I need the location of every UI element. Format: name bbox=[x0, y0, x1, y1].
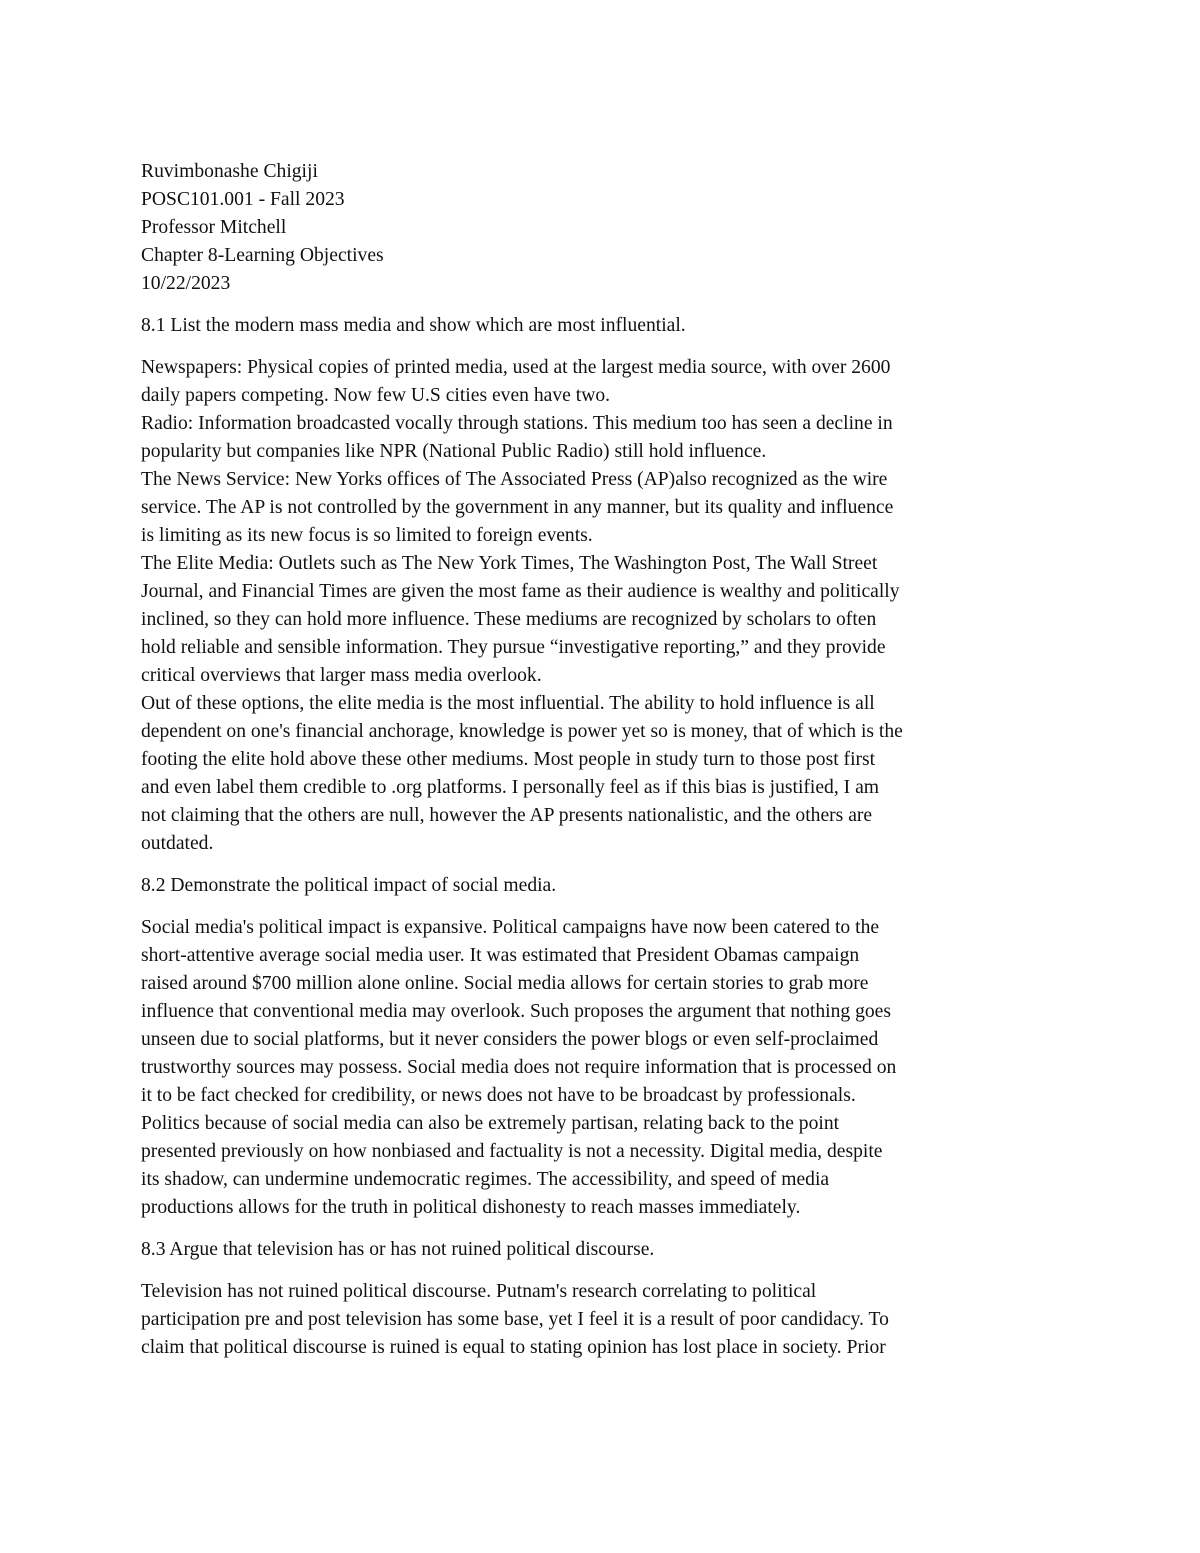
paragraph-line: The Elite Media: Outlets such as The New York Times, The Washington Post, The Wall Street bbox=[141, 553, 878, 574]
paragraph-line: it to be fact checked for credibility, or news does not have to be broadcast by professionals. bbox=[141, 1085, 856, 1106]
section-8-3 bbox=[141, 1236, 1066, 1362]
paragraph-line: influence that conventional media may overlook. Such proposes the argument that nothing goes bbox=[141, 1001, 892, 1022]
paragraph-line: popularity but companies like NPR (National Public Radio) still hold influence. bbox=[141, 441, 767, 462]
professor-name: Professor Mitchell bbox=[141, 217, 287, 238]
paragraph-line: critical overviews that larger mass media overlook. bbox=[141, 665, 542, 686]
spacer bbox=[141, 340, 1066, 354]
paragraph-line: Out of these options, the elite media is the most influential. The ability to hold influence is all bbox=[141, 693, 875, 714]
paragraph-line: hold reliable and sensible information. They pursue “investigative reporting,” and they provide bbox=[141, 637, 886, 658]
paragraph-line: Politics because of social media can also be extremely partisan, relating back to the point bbox=[141, 1113, 840, 1134]
paragraph-line: Television has not ruined political discourse. Putnam's research correlating to political bbox=[141, 1281, 817, 1302]
paragraph-line: Social media's political impact is expansive. Political campaigns have now been catered to the bbox=[141, 917, 880, 938]
paragraph-line: outdated. bbox=[141, 833, 214, 854]
student-name: Ruvimbonashe Chigiji bbox=[141, 161, 318, 182]
paragraph-line: and even label them credible to .org platforms. I personally feel as if this bias is justified, I am bbox=[141, 777, 880, 798]
paragraph-line: footing the elite hold above these other mediums. Most people in study turn to those post first bbox=[141, 749, 876, 770]
section-heading: 8.1 List the modern mass media and show which are most influential. bbox=[141, 315, 686, 336]
course-code: POSC101.001 - Fall 2023 bbox=[141, 189, 345, 210]
paragraph-line: unseen due to social platforms, but it never considers the power blogs or even self-proclaimed bbox=[141, 1029, 879, 1050]
paragraph-line: trustworthy sources may possess. Social media does not require information that is processed on bbox=[141, 1057, 897, 1078]
paragraph-line: claim that political discourse is ruined is equal to stating opinion has lost place in society. Prior bbox=[141, 1337, 886, 1358]
paragraph-line: short-attentive average social media user. It was estimated that President Obamas campaign bbox=[141, 945, 860, 966]
section-body bbox=[141, 354, 1066, 858]
paragraph-line: Radio: Information broadcasted vocally through stations. This medium too has seen a decline in bbox=[141, 413, 893, 434]
paragraph-line: daily papers competing. Now few U.S cities even have two. bbox=[141, 385, 611, 406]
paragraph-line: participation pre and post television has some base, yet I feel it is a result of poor candidacy. To bbox=[141, 1309, 889, 1330]
spacer bbox=[141, 900, 1066, 914]
document-body bbox=[141, 158, 1066, 1362]
section-heading: 8.2 Demonstrate the political impact of social media. bbox=[141, 875, 557, 896]
paragraph-line: productions allows for the truth in political dishonesty to reach masses immediately. bbox=[141, 1197, 801, 1218]
assignment-title: Chapter 8-Learning Objectives bbox=[141, 245, 384, 266]
paragraph-line: service. The AP is not controlled by the government in any manner, but its quality and influence bbox=[141, 497, 894, 518]
header-block bbox=[141, 158, 1066, 298]
spacer bbox=[141, 298, 1066, 312]
paragraph-line: is limiting as its new focus is so limited to foreign events. bbox=[141, 525, 593, 546]
paragraph-line: inclined, so they can hold more influence. These mediums are recognized by scholars to often bbox=[141, 609, 877, 630]
paragraph-line: presented previously on how nonbiased and factuality is not a necessity. Digital media, despite bbox=[141, 1141, 883, 1162]
paragraph-line: Journal, and Financial Times are given the most fame as their audience is wealthy and politically bbox=[141, 581, 900, 602]
section-8-2 bbox=[141, 872, 1066, 1222]
section-body bbox=[141, 1278, 1066, 1362]
paragraph-line: Newspapers: Physical copies of printed media, used at the largest media source, with over 2600 bbox=[141, 357, 891, 378]
paragraph-line: its shadow, can undermine undemocratic regimes. The accessibility, and speed of media bbox=[141, 1169, 830, 1190]
section-heading: 8.3 Argue that television has or has not ruined political discourse. bbox=[141, 1239, 655, 1260]
section-body bbox=[141, 914, 1066, 1222]
paragraph-line: raised around $700 million alone online. Social media allows for certain stories to grab more bbox=[141, 973, 869, 994]
spacer bbox=[141, 1264, 1066, 1278]
spacer bbox=[141, 1222, 1066, 1236]
paragraph-line: dependent on one's financial anchorage, knowledge is power yet so is money, that of which is the bbox=[141, 721, 903, 742]
spacer bbox=[141, 858, 1066, 872]
submission-date: 10/22/2023 bbox=[141, 273, 231, 294]
paragraph-line: not claiming that the others are null, however the AP presents nationalistic, and the others are bbox=[141, 805, 873, 826]
paragraph-line: The News Service: New Yorks offices of The Associated Press (AP)also recognized as the wire bbox=[141, 469, 888, 490]
section-8-1 bbox=[141, 312, 1066, 858]
